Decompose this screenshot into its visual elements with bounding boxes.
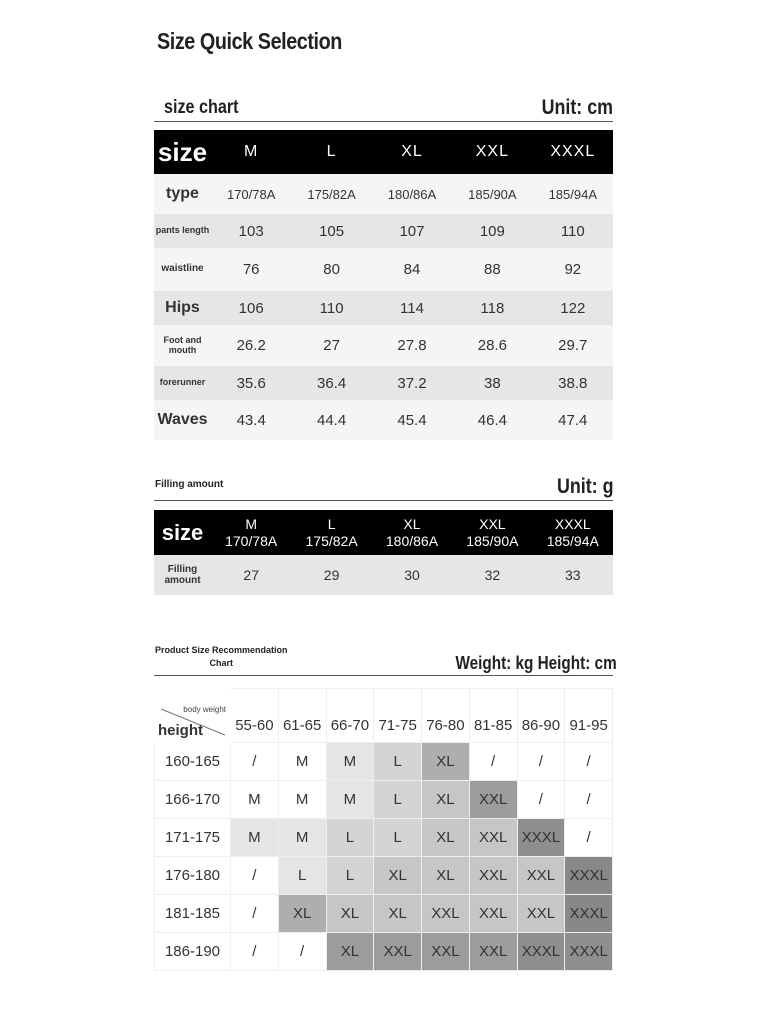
filling-header-cell [372,510,452,555]
table-cell: XL [374,857,422,895]
size-name: XXL [479,515,506,532]
table-cell: 27.8 [372,325,452,366]
table-row [154,325,613,366]
table-cell: / [231,933,279,971]
page-title: Size Quick Selection [157,28,342,54]
height-label: 166-170 [155,781,231,819]
table-cell: 110 [291,291,371,325]
table-cell: 38 [452,366,532,400]
table-cell: 185/94A [533,174,613,214]
corner-height-label: height [158,722,203,739]
row-label: Waves [154,400,211,440]
weight-header: 76-80 [422,689,470,743]
table-cell: M [231,819,279,857]
table-cell: XXL [422,895,470,933]
row-label: type [154,174,211,214]
table-cell: / [565,781,613,819]
table-cell: / [517,781,565,819]
table-cell: XL [374,895,422,933]
table-cell: 185/90A [452,174,532,214]
table-cell: L [374,781,422,819]
table-row [155,933,613,971]
table-cell: 26.2 [211,325,291,366]
size-chart-unit: Unit: cm [541,96,613,119]
filling-header-cell [533,510,613,555]
table-cell: 170/78A [211,174,291,214]
table-cell: / [517,743,565,781]
table-cell: / [278,933,326,971]
table-cell: 180/86A [372,174,452,214]
table-cell: XXL [469,819,517,857]
table-cell: XXXL [517,933,565,971]
weight-header: 81-85 [469,689,517,743]
table-cell: XXL [422,933,470,971]
table-cell: L [326,819,374,857]
table-cell: 84 [372,248,452,291]
row-label: pants length [154,214,211,248]
table-cell: 76 [211,248,291,291]
size-name: L [327,515,336,532]
size-chart-table [154,130,613,440]
table-cell: 33 [533,555,613,595]
filling-header-cell [211,510,291,555]
table-cell: XL [326,933,374,971]
size-type: 185/94A [546,532,599,549]
size-header-cell: XL [372,130,452,174]
table-cell: M [278,781,326,819]
filling-header [154,472,613,501]
table-cell: L [326,857,374,895]
table-cell: XL [422,781,470,819]
table-cell: XXL [469,933,517,971]
table-row [154,174,613,214]
weight-header: 55-60 [231,689,279,743]
table-cell: XXL [469,857,517,895]
table-cell: M [278,743,326,781]
table-row [154,248,613,291]
recommendation-label-line2: Chart [209,658,234,668]
table-cell: 110 [533,214,613,248]
table-cell: 80 [291,248,371,291]
table-row [154,366,613,400]
filling-header-label: size [154,510,211,555]
size-header-cell: XXXL [533,130,613,174]
table-cell: 107 [372,214,452,248]
table-cell: 88 [452,248,532,291]
corner-cell [155,689,231,743]
table-cell: L [374,743,422,781]
table-cell: XL [422,857,470,895]
table-cell: XXXL [565,895,613,933]
row-label: Hips [154,291,211,325]
table-cell: 44.4 [291,400,371,440]
size-name: XXXL [554,515,591,532]
size-type: 180/86A [385,532,439,549]
table-cell: 43.4 [211,400,291,440]
filling-header-cell [452,510,532,555]
table-row [154,400,613,440]
weight-header: 66-70 [326,689,374,743]
table-cell: XXXL [565,933,613,971]
table-cell: 106 [211,291,291,325]
table-cell: 92 [533,248,613,291]
table-cell: 45.4 [372,400,452,440]
filling-table [154,510,613,595]
table-cell: XXL [469,895,517,933]
table-row [155,895,613,933]
size-name: M [245,515,258,532]
table-cell: M [326,781,374,819]
table-cell: 27 [291,325,371,366]
weight-header: 91-95 [565,689,613,743]
size-name: XL [403,515,421,532]
recommendation-label-line1: Product Size Recommendation [155,645,288,655]
table-cell: 109 [452,214,532,248]
table-cell: 122 [533,291,613,325]
table-row [155,819,613,857]
table-cell: 114 [372,291,452,325]
height-label: 186-190 [155,933,231,971]
size-type: 185/90A [466,532,519,549]
size-chart-header [154,94,613,122]
table-cell: XXXL [565,857,613,895]
table-cell: XL [326,895,374,933]
table-row [154,555,613,595]
table-cell: 105 [291,214,371,248]
table-row [154,291,613,325]
recommendation-unit: Weight: kg Height: cm [455,653,617,673]
table-cell: M [326,743,374,781]
table-cell: 38.8 [533,366,613,400]
table-cell: XL [278,895,326,933]
table-cell: / [231,743,279,781]
row-label: forerunner [154,366,211,400]
table-cell: 29 [291,555,371,595]
table-row [155,689,613,743]
table-cell: XXXL [517,819,565,857]
table-cell: XXL [517,895,565,933]
table-cell: XL [422,819,470,857]
table-cell: 32 [452,555,532,595]
row-label: waistline [154,248,211,291]
table-row [155,857,613,895]
row-label: Foot and mouth [154,325,211,366]
table-cell: 47.4 [533,400,613,440]
size-chart-label: size chart [164,97,239,118]
table-cell: / [469,743,517,781]
table-cell: XXL [469,781,517,819]
table-cell: / [231,895,279,933]
table-cell: XXL [374,933,422,971]
height-label: 176-180 [155,857,231,895]
size-header-cell: XXL [452,130,532,174]
table-cell: M [231,781,279,819]
size-header-cell: M [211,130,291,174]
table-cell: XL [422,743,470,781]
table-cell: / [231,857,279,895]
table-cell: 37.2 [372,366,452,400]
weight-header: 86-90 [517,689,565,743]
size-header-label: size [154,130,211,174]
table-cell: 29.7 [533,325,613,366]
table-cell: 28.6 [452,325,532,366]
size-type: 170/78A [225,532,278,549]
filling-label: Filling amount [155,479,224,490]
height-label: 181-185 [155,895,231,933]
table-cell: 35.6 [211,366,291,400]
weight-header: 61-65 [278,689,326,743]
size-header-cell: L [291,130,371,174]
size-type: 175/82A [305,532,358,549]
table-cell: 36.4 [291,366,371,400]
row-label: Filling amount [154,555,211,595]
recommendation-header [154,640,617,676]
table-cell: M [278,819,326,857]
filling-unit: Unit: g [556,475,613,498]
table-cell: / [565,743,613,781]
corner-weight-label: body weight [183,705,226,714]
table-cell: 46.4 [452,400,532,440]
weight-header: 71-75 [374,689,422,743]
table-row [154,214,613,248]
table-row [155,743,613,781]
filling-header-cell [291,510,371,555]
table-cell: L [374,819,422,857]
recommendation-table [154,688,613,971]
height-label: 160-165 [155,743,231,781]
table-cell: 103 [211,214,291,248]
table-cell: XXL [517,857,565,895]
table-cell: / [565,819,613,857]
recommendation-label [155,644,288,670]
table-row [155,781,613,819]
table-cell: 30 [372,555,452,595]
table-cell: L [278,857,326,895]
table-cell: 175/82A [291,174,371,214]
table-cell: 27 [211,555,291,595]
height-label: 171-175 [155,819,231,857]
table-cell: 118 [452,291,532,325]
